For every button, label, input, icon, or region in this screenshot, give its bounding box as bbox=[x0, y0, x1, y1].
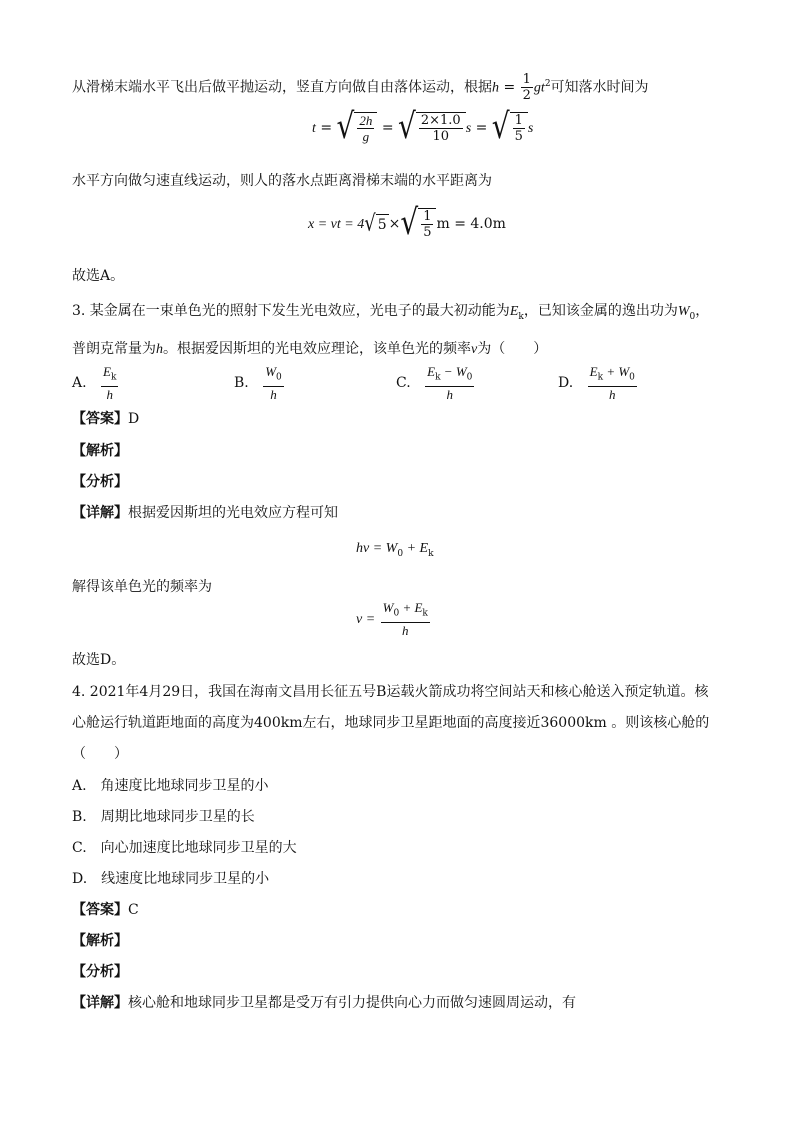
text: 3. 某金属在一束单色光的照射下发生光电效应，光电子的最大初动能为 bbox=[72, 303, 510, 319]
denominator: h bbox=[106, 386, 113, 402]
unit: s bbox=[527, 121, 534, 136]
text: 可知落水时间为 bbox=[550, 79, 649, 96]
math-var: − W bbox=[440, 364, 467, 379]
option-b bbox=[234, 364, 285, 402]
numerator: 1 bbox=[522, 72, 531, 87]
subscript: 0 bbox=[466, 372, 473, 383]
math-var: h bbox=[156, 342, 163, 357]
subscript: k bbox=[428, 548, 434, 559]
subscript: 0 bbox=[276, 372, 282, 383]
numerator: 1 bbox=[514, 113, 523, 128]
option-label: D. bbox=[558, 374, 574, 391]
math-var: E bbox=[509, 304, 519, 319]
denominator: 2 bbox=[522, 88, 531, 103]
sqrt: √ $\frac{2\times 1.0}{10}$ bbox=[398, 112, 466, 144]
math-var: + W bbox=[603, 364, 630, 379]
option-d bbox=[558, 364, 638, 402]
answer-value: D bbox=[128, 411, 140, 427]
fraction-half bbox=[521, 72, 533, 103]
sqrt: √ $\frac{1}{5}$ bbox=[400, 208, 436, 240]
question-4-line2: 心舱运行轨道距地面的高度为400km左右，地球同步卫星距地面的高度接近36000km 。则该核心舱的 bbox=[72, 715, 710, 731]
text: 。根据爱因斯坦的光电效应理论，该单色光的频率 bbox=[163, 341, 471, 357]
radicand: 5 bbox=[376, 214, 389, 234]
answer-3 bbox=[72, 410, 139, 428]
section-label: 【解析】 bbox=[72, 933, 128, 949]
conclusion-a: 故选A。 bbox=[72, 268, 125, 284]
question-3-line1 bbox=[72, 302, 709, 326]
math-expr: + E bbox=[403, 541, 429, 556]
question-4-line3: （ ） bbox=[72, 746, 128, 762]
denominator: h bbox=[609, 386, 616, 402]
equation-time: t = √ $\frac{2h}{g}$ = √ $\frac{2\times 1.0}{10}$ s = √ $\frac{1}{5}$ s bbox=[312, 105, 534, 147]
math-var: E bbox=[103, 364, 111, 379]
subscript: k bbox=[110, 372, 117, 383]
sqrt: √ 5 bbox=[364, 210, 387, 237]
denominator: h bbox=[270, 386, 277, 402]
question-4-option-c: C. 向心加速度比地球同步卫星的大 bbox=[72, 840, 297, 856]
denominator: 5 bbox=[514, 129, 523, 144]
numerator: 2h bbox=[359, 113, 373, 128]
question-4-option-a: A. 角速度比地球同步卫星的小 bbox=[72, 778, 269, 794]
math-var: W bbox=[677, 304, 690, 319]
breakdown-header bbox=[72, 473, 128, 491]
detail-3 bbox=[72, 504, 338, 522]
math-var: gt bbox=[533, 80, 545, 96]
option-label: A. bbox=[72, 374, 87, 391]
option-label: B. bbox=[234, 374, 249, 391]
math-var: t bbox=[312, 121, 316, 136]
subscript: k bbox=[435, 372, 441, 383]
subscript: k bbox=[422, 608, 428, 619]
paragraph-projectile-intro: 从滑梯末端水平飞出后做平抛运动，竖直方向做自由落体运动，根据h = $\frac{1}{2}$ $gt^2$可知落水时间为 bbox=[72, 72, 649, 103]
subscript: k bbox=[518, 311, 524, 322]
text: ，已知该金属的逸出功为 bbox=[523, 303, 678, 319]
math-var: + E bbox=[399, 600, 423, 615]
math-expr: x = vt = 4 bbox=[308, 217, 365, 232]
text: 根据爱因斯坦的光电效应方程可知 bbox=[128, 505, 338, 521]
numerator: 2×1.0 bbox=[420, 113, 461, 128]
math-var: E bbox=[427, 364, 436, 379]
option-a bbox=[72, 364, 119, 402]
subscript: 0 bbox=[397, 548, 404, 559]
text: 普朗克常量为 bbox=[72, 341, 156, 357]
sqrt: √ $\frac{1}{5}$ bbox=[492, 112, 528, 144]
section-label: 【分析】 bbox=[72, 964, 128, 980]
equation-frequency bbox=[356, 600, 431, 638]
paragraph-horizontal: 水平方向做匀速直线运动，则人的落水点距离滑梯末端的水平距离为 bbox=[72, 173, 492, 189]
question-4-line1: 4. 2021年4月29日，我国在海南文昌用长征五号B运载火箭成功将空间站天和核心舱送入预定轨道。核 bbox=[72, 684, 709, 700]
conclusion-d: 故选D。 bbox=[72, 652, 126, 668]
numerator: 1 bbox=[423, 209, 432, 224]
answer-4 bbox=[72, 901, 139, 919]
text: 从滑梯末端水平飞出后做平抛运动，竖直方向做自由落体运动，根据 bbox=[72, 79, 492, 96]
section-label: 【详解】 bbox=[72, 995, 128, 1011]
option-c bbox=[396, 364, 475, 402]
math-expr: ν = bbox=[356, 611, 376, 627]
math-expr: m = 4.0m bbox=[436, 216, 506, 232]
analysis-header bbox=[72, 442, 128, 460]
question-3-line2 bbox=[72, 340, 547, 359]
section-label: 【详解】 bbox=[72, 505, 128, 521]
section-label: 【解析】 bbox=[72, 443, 128, 459]
analysis-header-4 bbox=[72, 932, 128, 950]
subscript: 0 bbox=[629, 372, 635, 383]
math-var: E bbox=[589, 364, 598, 379]
subscript: 0 bbox=[689, 311, 696, 322]
question-4-option-d: D. 线速度比地球同步卫星的小 bbox=[72, 871, 270, 887]
question-4-option-b: B. 周期比地球同步卫星的长 bbox=[72, 809, 255, 825]
answer-label: 【答案】 bbox=[72, 411, 128, 427]
math-var: W bbox=[265, 364, 277, 379]
sqrt: √ $\frac{2h}{g}$ bbox=[337, 112, 378, 144]
unit: s bbox=[465, 121, 472, 136]
answer-value: C bbox=[128, 902, 139, 918]
text: 为（ ） bbox=[477, 341, 548, 357]
denominator: h bbox=[402, 622, 409, 638]
math-expr: hν = W bbox=[356, 541, 398, 556]
text: 核心舱和地球同步卫星都是受万有引力提供向心力而做匀速圆周运动，有 bbox=[128, 995, 576, 1011]
text: ， bbox=[695, 303, 710, 319]
equation-photoelectric bbox=[356, 540, 434, 559]
times-sign: × bbox=[388, 216, 401, 232]
denominator: 5 bbox=[423, 225, 432, 240]
denominator: g bbox=[362, 129, 370, 144]
denominator: 10 bbox=[432, 129, 450, 144]
solve-text: 解得该单色光的频率为 bbox=[72, 579, 212, 595]
breakdown-header-4 bbox=[72, 963, 128, 981]
answer-label: 【答案】 bbox=[72, 902, 128, 918]
section-label: 【分析】 bbox=[72, 474, 128, 490]
equation-distance bbox=[308, 201, 506, 243]
math-var: h bbox=[492, 80, 499, 96]
detail-4 bbox=[72, 994, 576, 1012]
option-label: C. bbox=[396, 374, 411, 391]
subscript: 0 bbox=[393, 608, 400, 619]
math-var: ν bbox=[471, 342, 478, 357]
denominator: h bbox=[446, 386, 453, 402]
math-var: W bbox=[382, 600, 394, 615]
subscript: k bbox=[597, 372, 604, 383]
